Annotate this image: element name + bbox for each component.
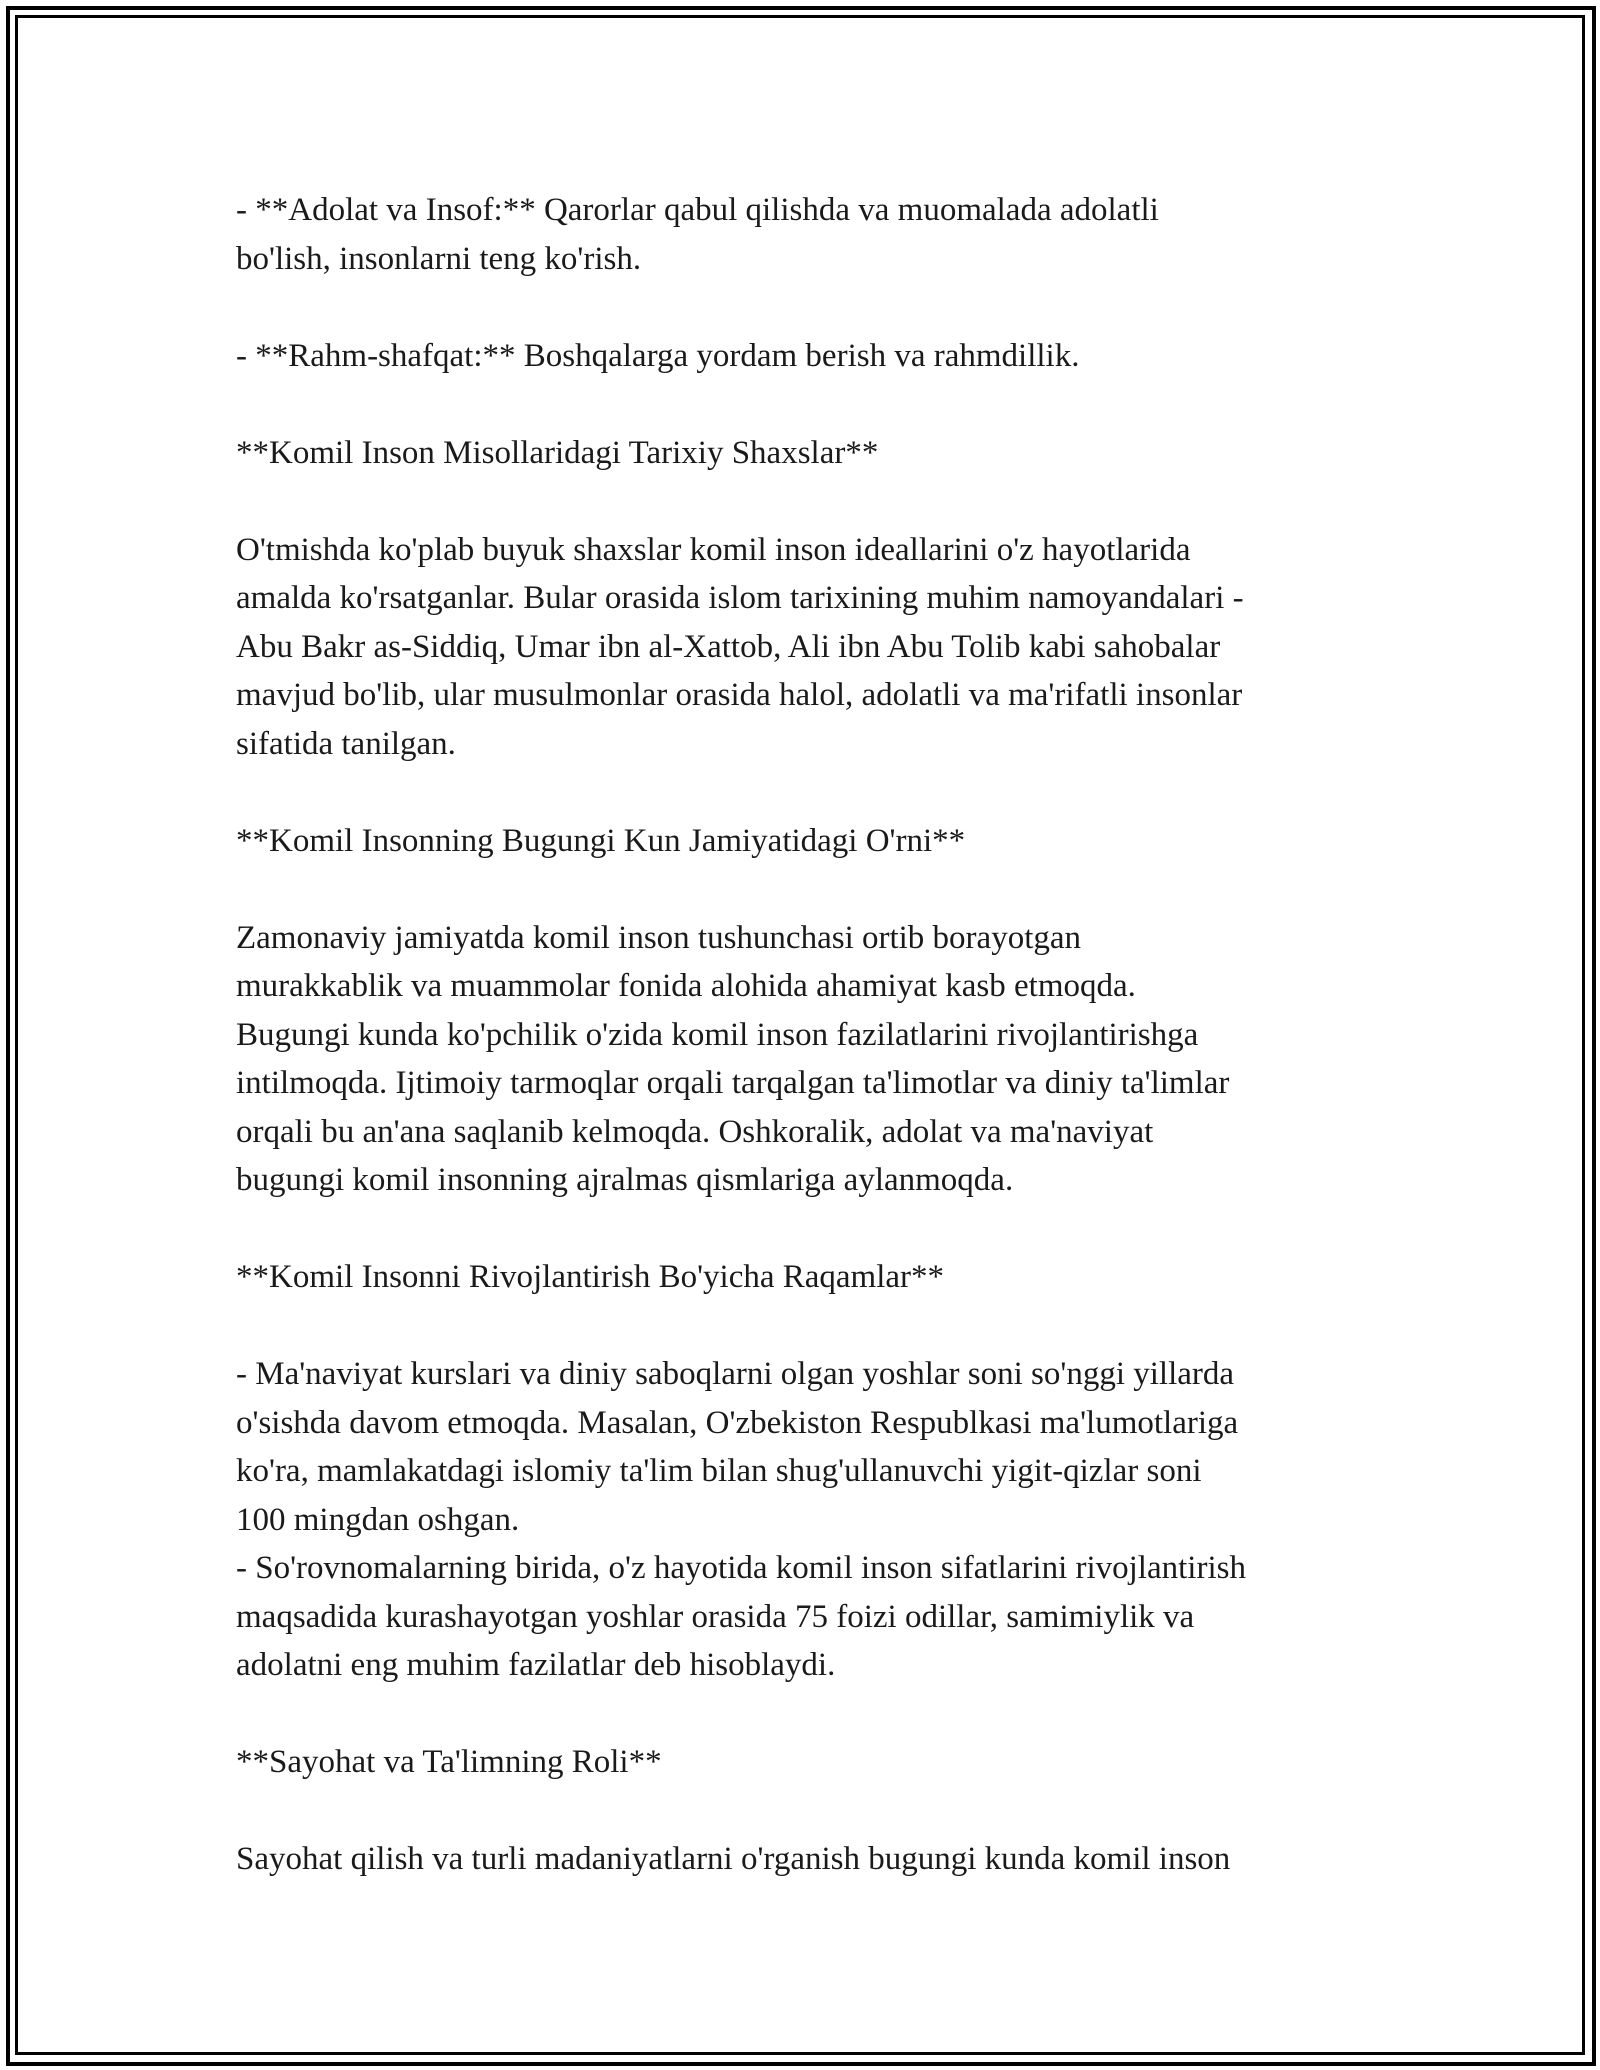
section-heading-raqamlar: **Komil Insonni Rivojlantirish Bo'yicha Raqamlar** [236,1259,945,1295]
list-item-rahm-shafqat: - **Rahm-shafqat:** Boshqalarga yordam berish va rahmdillik. [236,337,1080,374]
paragraph-tarixiy-shaxslar: O'tmishda ko'plab buyuk shaxslar komil inson ideallarini o'z hayotlarida amalda ko'rsatganlar. Bular orasida islom tarixining muhim namoyandalari - Abu Bakr as-Siddiq, Umar ibn al-Xattob, Ali ibn Abu Tolib kabi sahobalar mavjud bo'lib, ular musulmonlar orasida halol, adolatli va ma'rifatli insonlar sifatida tanilgan. [236,531,1244,762]
list-item-adolat: - **Adolat va Insof:** Qarorlar qabul qilishda va muomalada adolatli bo'lish, insonlarni teng ko'rish. [236,192,1159,277]
section-heading-tarixiy-shaxslar: **Komil Inson Misollaridagi Tarixiy Shaxslar** [236,434,879,471]
section-heading-bugungi-kun: **Komil Insonning Bugungi Kun Jamiyatidagi O'rni** [236,822,966,859]
paragraph-raqamlar: - Ma'naviyat kurslari va diniy saboqlarni olgan yoshlar soni so'nggi yillarda o'sishda davom etmoqda. Masalan, O'zbekiston Respublkasi ma'lumotlariga ko'ra, mamlakatdagi islomiy ta'lim bilan shug'ullanuvchi yigit-qizlar soni 100 mingdan oshgan. - So'rovnomalarning birida, o'z hayotida komil inson sifatlarini rivojlantirish maqsadida kurashayotgan yoshlar orasida 75 foizi odillar, samimiylik va adolatni eng muhim fazilatlar deb hisoblaydi. [236,1356,1246,1683]
section-heading-sayohat: **Sayohat va Ta'limning Roli** [236,1744,662,1780]
paragraph-sayohat: Sayohat qilish va turli madaniyatlarni o'rganish bugungi kunda komil inson [236,1841,1231,1877]
document-body [236,186,1386,1884]
paragraph-bugungi-kun: Zamonaviy jamiyatda komil inson tushunchasi ortib borayotgan murakkablik va muammolar fonida alohida ahamiyat kasb etmoqda. Bugungi kunda ko'pchilik o'zida komil inson fazilatlarini rivojlantirishga intilmoqda. Ijtimoiy tarmoqlar orqali tarqalgan ta'limotlar va diniy ta'limlar orqali bu an'ana saqlanib kelmoqda. Oshkoralik, adolat va ma'naviyat bugungi komil insonning ajralmas qismlariga aylanmoqda. [236,919,1230,1198]
